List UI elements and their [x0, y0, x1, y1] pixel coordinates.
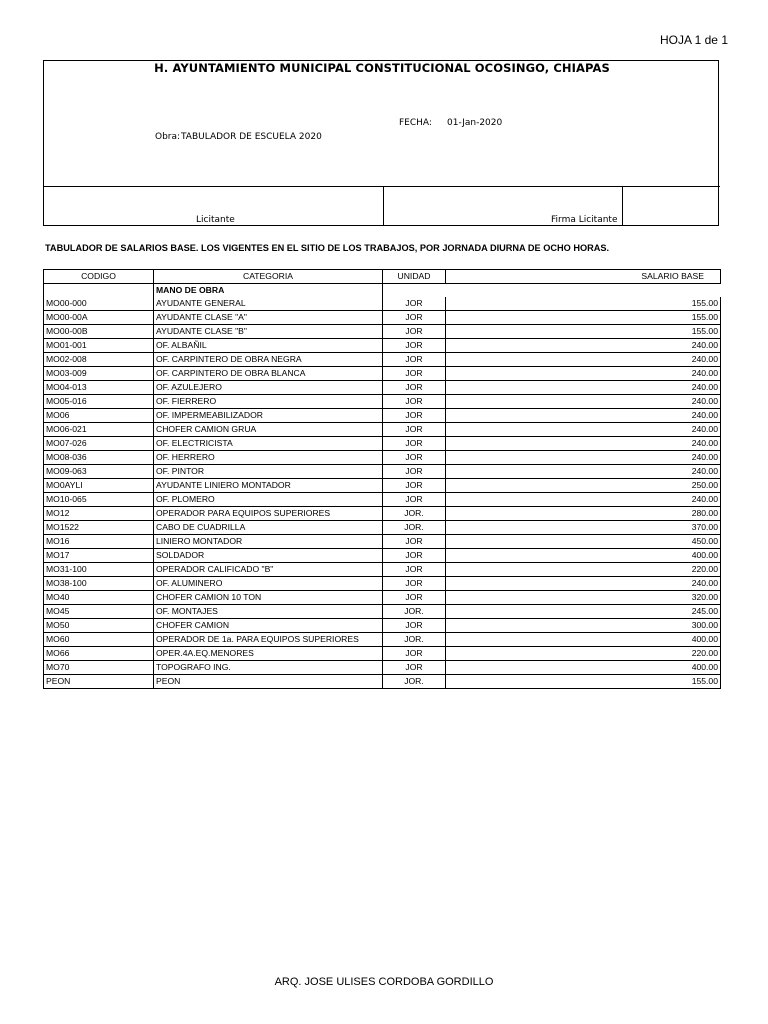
cell-categoria: CHOFER CAMION 10 TON — [154, 591, 383, 605]
cell-codigo: MO40 — [44, 591, 154, 605]
cell-categoria: OF. FIERRERO — [154, 395, 383, 409]
cell-unidad: JOR — [383, 311, 446, 325]
salario-underline — [542, 339, 620, 340]
cell-codigo: MO04-013 — [44, 381, 154, 395]
cell-codigo: MO00-00A — [44, 311, 154, 325]
cell-salario — [446, 409, 721, 423]
cell-codigo: MO16 — [44, 535, 154, 549]
salario-value: 240.00 — [691, 424, 718, 434]
cell-categoria: SOLDADOR — [154, 549, 383, 563]
table-row — [44, 493, 721, 507]
obra-label: Obra: — [155, 132, 181, 142]
cell-salario — [446, 675, 721, 689]
salario-underline — [542, 605, 620, 606]
cell-codigo: MO1522 — [44, 521, 154, 535]
col-header-categoria: CATEGORIA — [154, 270, 383, 284]
cell-salario — [446, 563, 721, 577]
cell-codigo: MO05-016 — [44, 395, 154, 409]
cell-salario — [446, 549, 721, 563]
col-header-codigo: CODIGO — [44, 270, 154, 284]
cell-categoria: LINIERO MONTADOR — [154, 535, 383, 549]
table-title: TABULADOR DE SALARIOS BASE. LOS VIGENTES EN EL SITIO DE LOS TRABAJOS, POR JORNADA DIURNA DE OCHO HORAS. — [45, 243, 610, 253]
cell-categoria: CABO DE CUADRILLA — [154, 521, 383, 535]
cell-salario — [446, 493, 721, 507]
salario-value: 370.00 — [691, 522, 718, 532]
cell-categoria: OF. PLOMERO — [154, 493, 383, 507]
fecha-label: FECHA: — [399, 118, 432, 128]
salario-underline — [542, 507, 620, 508]
salario-value: 240.00 — [691, 466, 718, 476]
cell-codigo: MO06 — [44, 409, 154, 423]
salario-underline — [542, 367, 620, 368]
table-row — [44, 619, 721, 633]
salario-underline — [542, 577, 620, 578]
table-row — [44, 297, 721, 311]
cell-salario — [446, 381, 721, 395]
salario-underline — [542, 675, 620, 676]
licitante-label: Licitante — [196, 215, 235, 225]
salario-value: 220.00 — [691, 564, 718, 574]
cell-unidad: JOR. — [383, 633, 446, 647]
cell-categoria: OF. AZULEJERO — [154, 381, 383, 395]
cell-unidad: JOR — [383, 549, 446, 563]
header-divider — [44, 186, 720, 187]
cell-salario — [446, 647, 721, 661]
cell-codigo: MO10-065 — [44, 493, 154, 507]
table-row — [44, 647, 721, 661]
salario-underline — [542, 535, 620, 536]
salario-value: 250.00 — [691, 480, 718, 490]
cell-unidad: JOR — [383, 619, 446, 633]
cell-salario — [446, 577, 721, 591]
cell-categoria: OF. MONTAJES — [154, 605, 383, 619]
cell-codigo: MO70 — [44, 661, 154, 675]
table-row — [44, 311, 721, 325]
salario-underline — [542, 647, 620, 648]
table-row — [44, 395, 721, 409]
table-row — [44, 479, 721, 493]
cell-categoria: OPERADOR CALIFICADO "B" — [154, 563, 383, 577]
cell-salario — [446, 591, 721, 605]
table-row — [44, 521, 721, 535]
salario-value: 240.00 — [691, 354, 718, 364]
salario-underline — [542, 549, 620, 550]
cell-salario — [446, 605, 721, 619]
salario-underline — [542, 591, 620, 592]
cell-salario — [446, 311, 721, 325]
cell-unidad: JOR. — [383, 521, 446, 535]
cell-codigo: MO03-009 — [44, 367, 154, 381]
cell-categoria: CHOFER CAMION — [154, 619, 383, 633]
cell-codigo: MO17 — [44, 549, 154, 563]
table-row — [44, 549, 721, 563]
cell-salario — [446, 479, 721, 493]
header-box — [43, 60, 719, 226]
cell-codigo: MO31-100 — [44, 563, 154, 577]
group-row — [44, 284, 721, 298]
salario-underline — [542, 465, 620, 466]
cell-unidad: JOR — [383, 465, 446, 479]
salario-underline — [542, 451, 620, 452]
table-row — [44, 661, 721, 675]
cell-codigo: MO0AYLI — [44, 479, 154, 493]
table-header-row — [44, 270, 721, 284]
header-vdivider-2 — [622, 186, 623, 226]
cell-unidad: JOR — [383, 647, 446, 661]
footer-signer: ARQ. JOSE ULISES CORDOBA GORDILLO — [274, 976, 494, 988]
cell-salario — [446, 423, 721, 437]
salario-underline — [542, 619, 620, 620]
cell-unidad: JOR — [383, 535, 446, 549]
cell-categoria: OF. CARPINTERO DE OBRA NEGRA — [154, 353, 383, 367]
table-row — [44, 675, 721, 689]
salario-value: 240.00 — [691, 396, 718, 406]
cell-unidad: JOR — [383, 661, 446, 675]
cell-categoria: OF. ELECTRICISTA — [154, 437, 383, 451]
salario-value: 240.00 — [691, 410, 718, 420]
cell-unidad: JOR — [383, 451, 446, 465]
table-row — [44, 591, 721, 605]
cell-unidad: JOR — [383, 353, 446, 367]
salario-underline — [542, 325, 620, 326]
group-label: MANO DE OBRA — [154, 284, 383, 298]
cell-salario — [446, 437, 721, 451]
table-row — [44, 577, 721, 591]
salario-value: 400.00 — [691, 662, 718, 672]
cell-codigo: MO08-036 — [44, 451, 154, 465]
cell-categoria: OF. ALUMINERO — [154, 577, 383, 591]
table-row — [44, 535, 721, 549]
cell-unidad: JOR. — [383, 605, 446, 619]
salario-value: 155.00 — [691, 298, 718, 308]
salario-underline — [542, 395, 620, 396]
table-row — [44, 423, 721, 437]
salario-value: 240.00 — [691, 368, 718, 378]
table-row — [44, 605, 721, 619]
cell-unidad: JOR — [383, 577, 446, 591]
salario-value: 400.00 — [691, 550, 718, 560]
table-row — [44, 563, 721, 577]
cell-salario — [446, 661, 721, 675]
cell-unidad: JOR — [383, 479, 446, 493]
cell-unidad: JOR — [383, 437, 446, 451]
cell-salario — [446, 297, 721, 311]
salario-value: 280.00 — [691, 508, 718, 518]
cell-codigo: MO07-026 — [44, 437, 154, 451]
cell-unidad: JOR. — [383, 675, 446, 689]
cell-codigo: MO09-063 — [44, 465, 154, 479]
cell-categoria: OF. ALBAÑIL — [154, 339, 383, 353]
table-row — [44, 353, 721, 367]
table-row — [44, 367, 721, 381]
cell-codigo: MO12 — [44, 507, 154, 521]
cell-unidad: JOR — [383, 367, 446, 381]
table-row — [44, 339, 721, 353]
cell-unidad: JOR — [383, 563, 446, 577]
cell-salario — [446, 325, 721, 339]
col-header-unidad: UNIDAD — [383, 270, 446, 284]
cell-categoria: OF. HERRERO — [154, 451, 383, 465]
salario-value: 300.00 — [691, 620, 718, 630]
fecha-value: 01-Jan-2020 — [447, 118, 503, 128]
salario-value: 155.00 — [691, 676, 718, 686]
salario-underline — [542, 311, 620, 312]
header-vdivider-1 — [383, 186, 384, 226]
cell-categoria: OF. CARPINTERO DE OBRA BLANCA — [154, 367, 383, 381]
cell-salario — [446, 353, 721, 367]
cell-salario — [446, 507, 721, 521]
table-row — [44, 451, 721, 465]
cell-codigo: MO45 — [44, 605, 154, 619]
table-row — [44, 507, 721, 521]
salario-underline — [542, 437, 620, 438]
salario-underline — [542, 633, 620, 634]
salario-value: 400.00 — [691, 634, 718, 644]
salario-underline — [542, 521, 620, 522]
salario-value: 240.00 — [691, 494, 718, 504]
cell-codigo: MO01-001 — [44, 339, 154, 353]
cell-salario — [446, 451, 721, 465]
cell-categoria: AYUDANTE CLASE "B" — [154, 325, 383, 339]
table-row — [44, 437, 721, 451]
cell-codigo: MO00-000 — [44, 297, 154, 311]
cell-salario — [446, 619, 721, 633]
cell-unidad: JOR — [383, 325, 446, 339]
salary-table — [43, 269, 720, 689]
cell-codigo: PEON — [44, 675, 154, 689]
salario-underline — [542, 409, 620, 410]
cell-categoria: AYUDANTE LINIERO MONTADOR — [154, 479, 383, 493]
cell-unidad: JOR — [383, 297, 446, 311]
salario-value: 320.00 — [691, 592, 718, 602]
cell-categoria: OF. IMPERMEABILIZADOR — [154, 409, 383, 423]
cell-categoria: AYUDANTE GENERAL — [154, 297, 383, 311]
cell-codigo: MO06-021 — [44, 423, 154, 437]
cell-codigo: MO38-100 — [44, 577, 154, 591]
cell-codigo: MO50 — [44, 619, 154, 633]
salario-value: 155.00 — [691, 312, 718, 322]
cell-codigo: MO00-00B — [44, 325, 154, 339]
salario-value: 240.00 — [691, 340, 718, 350]
table-row — [44, 465, 721, 479]
cell-categoria: PEON — [154, 675, 383, 689]
salario-underline — [542, 353, 620, 354]
cell-categoria: OPER.4A.EQ.MENORES — [154, 647, 383, 661]
cell-categoria: OF. PINTOR — [154, 465, 383, 479]
cell-unidad: JOR — [383, 591, 446, 605]
salario-value: 240.00 — [691, 438, 718, 448]
cell-codigo: MO02-008 — [44, 353, 154, 367]
cell-salario — [446, 535, 721, 549]
cell-categoria: TOPOGRAFO ING. — [154, 661, 383, 675]
salario-value: 220.00 — [691, 648, 718, 658]
cell-codigo: MO66 — [44, 647, 154, 661]
cell-salario — [446, 465, 721, 479]
cell-categoria: CHOFER CAMION GRUA — [154, 423, 383, 437]
salario-underline — [542, 661, 620, 662]
cell-salario — [446, 633, 721, 647]
salario-underline — [542, 563, 620, 564]
col-header-salario: SALARIO BASE — [446, 270, 721, 284]
page-number: HOJA 1 de 1 — [659, 33, 728, 47]
salario-value: 245.00 — [691, 606, 718, 616]
cell-categoria: OPERADOR PARA EQUIPOS SUPERIORES — [154, 507, 383, 521]
salario-underline — [542, 423, 620, 424]
cell-unidad: JOR — [383, 339, 446, 353]
cell-salario — [446, 395, 721, 409]
salario-value: 155.00 — [691, 326, 718, 336]
cell-unidad: JOR — [383, 423, 446, 437]
table-row — [44, 633, 721, 647]
header-title: H. AYUNTAMIENTO MUNICIPAL CONSTITUCIONAL OCOSINGO, CHIAPAS — [154, 61, 610, 75]
cell-categoria: AYUDANTE CLASE "A" — [154, 311, 383, 325]
cell-unidad: JOR — [383, 395, 446, 409]
salario-underline — [542, 493, 620, 494]
cell-salario — [446, 521, 721, 535]
salario-value: 240.00 — [691, 452, 718, 462]
salario-underline — [542, 381, 620, 382]
cell-codigo: MO60 — [44, 633, 154, 647]
cell-unidad: JOR — [383, 409, 446, 423]
salario-value: 450.00 — [691, 536, 718, 546]
cell-unidad: JOR. — [383, 507, 446, 521]
cell-salario — [446, 339, 721, 353]
firma-licitante-label: Firma Licitante — [551, 215, 618, 225]
cell-categoria: OPERADOR DE 1a. PARA EQUIPOS SUPERIORES — [154, 633, 383, 647]
salario-value: 240.00 — [691, 382, 718, 392]
cell-unidad: JOR — [383, 381, 446, 395]
cell-unidad: JOR — [383, 493, 446, 507]
table-row — [44, 409, 721, 423]
table-row — [44, 381, 721, 395]
obra-value: TABULADOR DE ESCUELA 2020 — [181, 132, 322, 142]
cell-salario — [446, 367, 721, 381]
salario-underline — [542, 479, 620, 480]
table-row — [44, 325, 721, 339]
salario-value: 240.00 — [691, 578, 718, 588]
